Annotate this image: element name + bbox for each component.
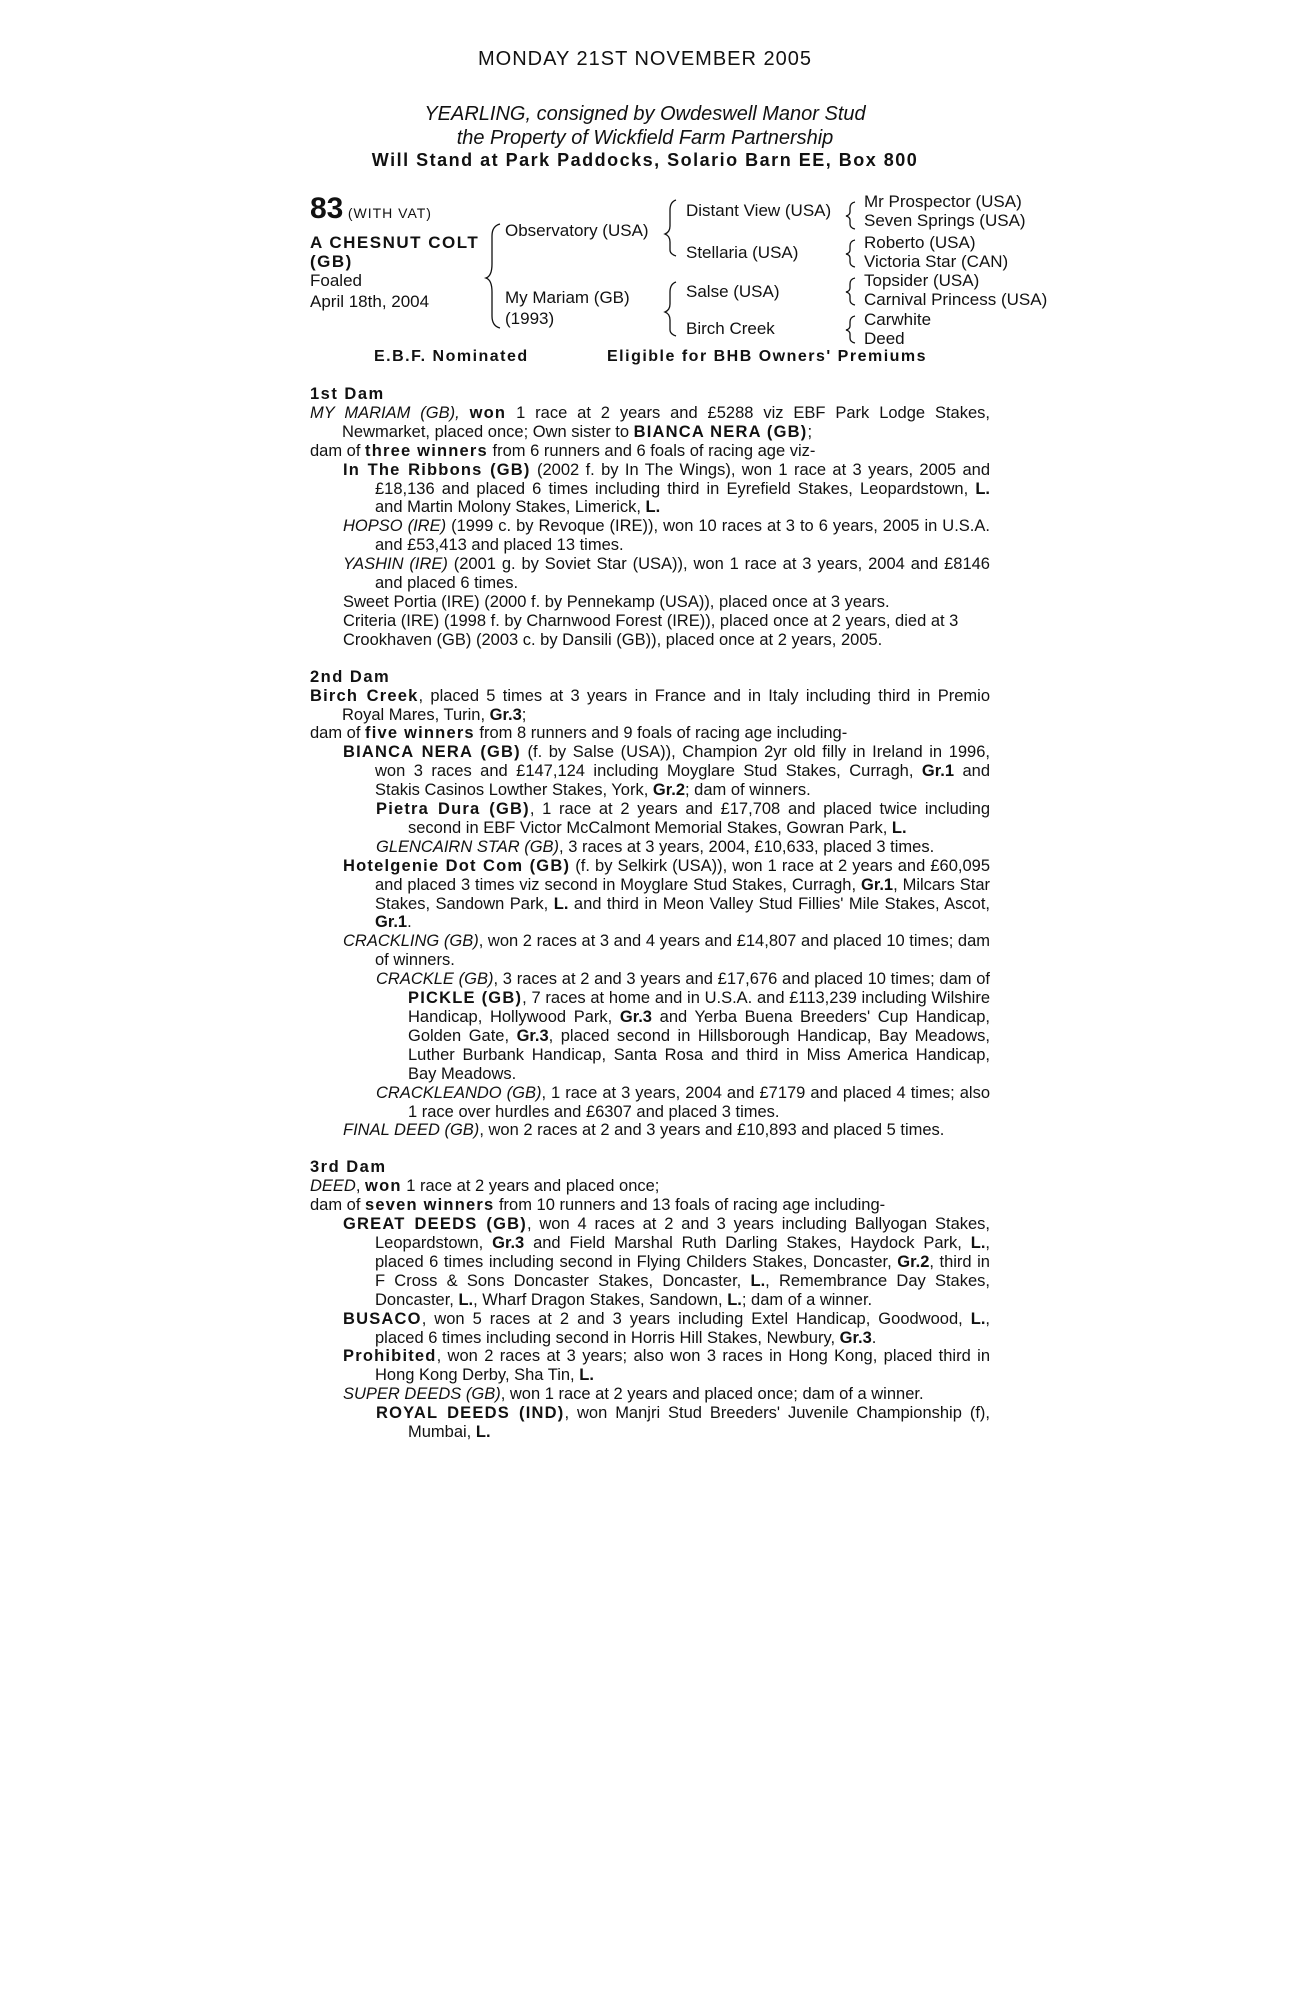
stand-location: Will Stand at Park Paddocks, Solario Barn EE, Box 800 (371, 150, 919, 170)
produce-crackling: CRACKLING (GB), won 2 races at 3 and 4 years and £14,807 and placed 10 times; dam of winners. (343, 932, 990, 970)
sire-dam: Stellaria (USA) (686, 243, 799, 262)
produce-royal-deeds: ROYAL DEEDS (IND), won Manjri Stud Breeders' Juvenile Championship (f), Mumbai, L. (376, 1404, 990, 1442)
produce-yashin: YASHIN (IRE) (2001 g. by Soviet Star (USA)), won 1 race at 3 years, 2004 and £8146 and placed 6 times. (343, 555, 990, 593)
lot-number: 83 (310, 192, 344, 225)
produce-crackleando: CRACKLEANDO (GB), 1 race at 3 years, 2004 and £7179 and placed 4 times; also 1 race over hurdles and £6307 and placed 3 times. (376, 1083, 990, 1121)
second-dam-produce-summary: dam of five winners from 8 runners and 9 foals of racing age including- (310, 724, 848, 743)
third-dam-heading: 3rd Dam (310, 1158, 387, 1177)
dam-foaling-year: (1993) (505, 309, 555, 328)
first-dam-produce-summary: dam of three winners from 6 runners and 6 foals of racing age viz- (310, 441, 816, 460)
foaled-label: Foaled (310, 271, 362, 290)
pedigree-notes (310, 385, 990, 1442)
grandsire-3: Roberto (USA) (864, 233, 976, 252)
dam: My Mariam (GB) (505, 288, 630, 307)
second-dam-record: Birch Creek, placed 5 times at 3 years in France and in Italy including third in Premio Royal Mares, Turin, Gr.3; (310, 686, 991, 724)
vat-label: (WITH VAT) (347, 205, 432, 221)
produce-crookhaven: Crookhaven (GB) (2003 c. by Dansili (GB)), placed once at 2 years, 2005. (343, 630, 883, 649)
yearling-consignor: YEARLING, consigned by Owdeswell Manor Stud (424, 103, 866, 125)
ebf-nominated: E.B.F. Nominated (374, 348, 529, 365)
first-dam-record: MY MARIAM (GB), won 1 race at 2 years and £5288 viz EBF Park Lodge Stakes, Newmarket, placed once; Own sister to BIANCA NERA (GB); (310, 403, 990, 441)
second-dam-heading: 2nd Dam (310, 667, 391, 686)
produce-busaco: BUSACO, won 5 races at 2 and 3 years including Extel Handicap, Goodwood, L., placed 6 times including second in Horris Hill Stakes, Newbury, Gr.3. (343, 1309, 990, 1347)
grandsire-5: Topsider (USA) (864, 271, 980, 290)
produce-prohibited: Prohibited, won 2 races at 3 years; also won 3 races in Hong Kong, placed third in Hong Kong Derby, Sha Tin, L. (343, 1347, 990, 1385)
produce-great-deeds: GREAT DEEDS (GB), won 4 races at 2 and 3 years including Ballyogan Stakes, Leopardstown, Gr.3 and Field Marshal Ruth Darling Stakes, Haydock Park, L., placed 6 times including second in Flying Childers Stakes, Doncaster, Gr.2, third in F Cross & Sons Doncaster Stakes, Doncaster, L., Remembrance Day Stakes, Doncaster, L., Wharf Dragon Stakes, Sandown, L.; dam of a winner. (343, 1215, 991, 1309)
pedigree-brackets (0, 0, 1290, 360)
produce-final-deed: FINAL DEED (GB), won 2 races at 2 and 3 years and £10,893 and placed 5 times. (343, 1121, 945, 1140)
granddam-8: Deed (864, 329, 905, 348)
granddam-6: Carnival Princess (USA) (864, 290, 1048, 309)
sire: Observatory (USA) (505, 221, 649, 240)
property-line: the Property of Wickfield Farm Partnership (456, 127, 834, 149)
foaled-date: April 18th, 2004 (310, 292, 430, 311)
produce-glencairn-star: GLENCAIRN STAR (GB), 3 races at 3 years, 2004, £10,633, placed 3 times. (376, 837, 935, 856)
produce-bianca-nera: BIANCA NERA (GB) (f. by Salse (USA)), Champion 2yr old filly in Ireland in 1996, won 3 races and £147,124 including Moyglare Stud Stakes, Curragh, Gr.1 and Stakis Casinos Lowther Stakes, York, Gr.2; dam of winners. (343, 743, 990, 800)
grandsire-7: Carwhite (864, 310, 932, 329)
sire-sire: Distant View (USA) (686, 201, 832, 220)
produce-criteria: Criteria (IRE) (1998 f. by Charnwood Forest (IRE)), placed once at 2 years, died at 3 (343, 611, 959, 630)
granddam-2: Seven Springs (USA) (864, 211, 1026, 230)
bhb-premiums: Eligible for BHB Owners' Premiums (607, 348, 928, 365)
first-dam-heading: 1st Dam (310, 385, 385, 403)
third-dam-record: DEED, won 1 race at 2 years and placed once; (310, 1177, 660, 1196)
third-dam-produce-summary: dam of seven winners from 10 runners and 13 foals of racing age including- (310, 1196, 886, 1215)
produce-super-deeds: SUPER DEEDS (GB), won 1 race at 2 years and placed once; dam of a winner. (343, 1385, 924, 1404)
produce-sweet-portia: Sweet Portia (IRE) (2000 f. by Pennekamp (USA)), placed once at 3 years. (343, 592, 890, 611)
lot-description: A CHESNUT COLT (310, 233, 480, 252)
dam-sire: Salse (USA) (686, 282, 780, 301)
granddam-4: Victoria Star (CAN) (864, 252, 1009, 271)
dam-dam: Birch Creek (686, 319, 775, 338)
produce-crackle: CRACKLE (GB), 3 races at 2 and 3 years and £17,676 and placed 10 times; dam of PICKLE (GB), 7 races at home and in U.S.A. and £113,239 including Wilshire Handicap, Hollywood Park, Gr.3 and Yerba Buena Breeders' Cup Handicap, Golden Gate, Gr.3, placed second in Hillsborough Handicap, Bay Meadows, Luther Burbank Handicap, Santa Rosa and third in Miss America Handicap, Bay Meadows. (376, 970, 991, 1083)
lot-description-country: (GB) (310, 252, 353, 271)
produce-hopso: HOPSO (IRE) (1999 c. by Revoque (IRE)), won 10 races at 3 to 6 years, 2005 in U.S.A. and £53,413 and placed 13 times. (343, 517, 990, 555)
grandsire-1: Mr Prospector (USA) (864, 192, 1022, 211)
produce-in-the-ribbons: In The Ribbons (GB) (2002 f. by In The Wings), won 1 race at 3 years, 2005 and £18,136 and placed 6 times including third in Eyrefield Stakes, Leopardstown, L. and Martin Molony Stakes, Limerick, L. (343, 460, 990, 517)
produce-hotelgenie-dot-com: Hotelgenie Dot Com (GB) (f. by Selkirk (USA)), won 1 race at 2 years and £60,095 and placed 3 times viz second in Moyglare Stud Stakes, Curragh, Gr.1, Milcars Star Stakes, Sandown Park, L. and third in Meon Valley Stud Fillies' Mile Stakes, Ascot, Gr.1. (343, 856, 990, 932)
produce-pietra-dura: Pietra Dura (GB), 1 race at 2 years and £17,708 and placed twice including second in EBF Victor McCalmont Memorial Stakes, Gowran Park, L. (376, 800, 990, 837)
sale-date: MONDAY 21ST NOVEMBER 2005 (477, 48, 812, 70)
